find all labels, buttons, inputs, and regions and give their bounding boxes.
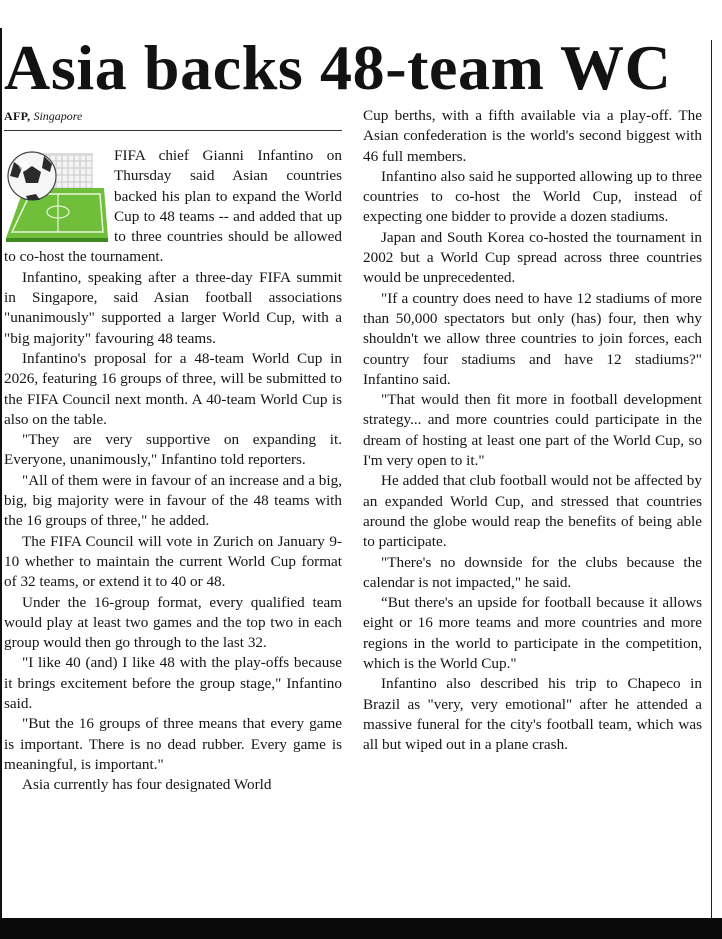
paragraph: The FIFA Council will vote in Zurich on January 9-10 whether to maintain the current World Cup format of 32 teams, or extend it to 40 or 48. bbox=[4, 532, 342, 591]
paragraph: Under the 16-group format, every qualified team would play at least two games and the top two in each group would then go through to the last 32. bbox=[4, 593, 342, 652]
paragraph: "There's no downside for the clubs because the calendar is not impacted," he said. bbox=[363, 553, 702, 591]
paragraph: "But the 16 groups of three means that every game is important. There is no dead rubber. Every game is meaningful, is important." bbox=[4, 715, 342, 773]
paragraph: "If a country does need to have 12 stadiums of more than 50,000 spectators but only (has) four, then why shouldn't we allow three countries to join forces, each country four stadiums and have 12 stadiums?" Infantino said. bbox=[363, 289, 702, 388]
byline-place: Singapore bbox=[33, 109, 83, 123]
bottom-border-bar bbox=[0, 918, 722, 939]
headline: Asia backs 48-team WC bbox=[4, 32, 672, 103]
paragraph: "I like 40 (and) I like 48 with the play-offs because it brings excitement before the group stage," Infantino said. bbox=[4, 654, 342, 713]
paragraph: "All of them were in favour of an increase and a big, big, big majority were in favour of the 48 teams with the 16 groups of three," he added. bbox=[4, 471, 342, 530]
paragraph: Infantino, speaking after a three-day FIFA summit in Singapore, said Asian football associations "unanimously" supported a larger World Cup, with a "big majority" favouring 48 teams. bbox=[4, 268, 342, 347]
paragraph-continued: Cup berths, with a fifth available via a play-off. The Asian confederation is the world's second biggest with 46 full members. bbox=[363, 107, 702, 165]
paragraph: Asia currently has four designated World bbox=[22, 776, 272, 794]
right-frame-rule bbox=[711, 40, 712, 918]
football-pitch-icon bbox=[4, 146, 108, 242]
paragraph: Infantino's proposal for a 48-team World Cup in 2026, featuring 16 groups of three, will be submitted to the FIFA Council next month. A 40-team World Cup is also on the table. bbox=[4, 349, 342, 428]
paragraph: Infantino also said he supported allowing up to three countries to co-host the World Cup, instead of expecting one bidder to provide a dozen stadiums. bbox=[363, 167, 702, 226]
paragraph: FIFA chief Gianni Infantino on Thursday said Asian countries backed his plan to expand the World Cup to 48 teams -- and added that up to three countries should be allowed to co-host the tournament. bbox=[4, 147, 342, 266]
paragraph: "They are very supportive on expanding it. Everyone, unanimously," Infantino told reporters. bbox=[4, 431, 342, 469]
left-frame-rule bbox=[0, 28, 2, 918]
byline bbox=[4, 108, 82, 124]
column-2 bbox=[363, 106, 702, 756]
paragraph: He added that club football would not be affected by an expanded World Cup, and stressed that countries around the globe would reap the benefits of being able to participate. bbox=[363, 472, 702, 551]
paragraph: "That would then fit more in football development strategy... and more countries could participate in the dream of hosting at least one part of the World Cup, so I'm very open to it." bbox=[363, 391, 702, 470]
paragraph: Infantino also described his trip to Chapeco in Brazil as "very, very emotional" after he attended a massive funeral for the city's football team, which was all but wiped out in a plane crash. bbox=[363, 675, 702, 754]
paragraph: Japan and South Korea co-hosted the tournament in 2002 but a World Cup spread across three countries would be unprecedented. bbox=[363, 228, 702, 287]
paragraph: “But there's an upside for football because it allows eight or 16 more teams and more countries and more regions in the world to participate in the competition, which is the World Cup." bbox=[363, 594, 702, 673]
byline-agency: AFP, bbox=[4, 109, 31, 123]
column-1 bbox=[4, 146, 342, 796]
byline-rule bbox=[4, 130, 342, 131]
